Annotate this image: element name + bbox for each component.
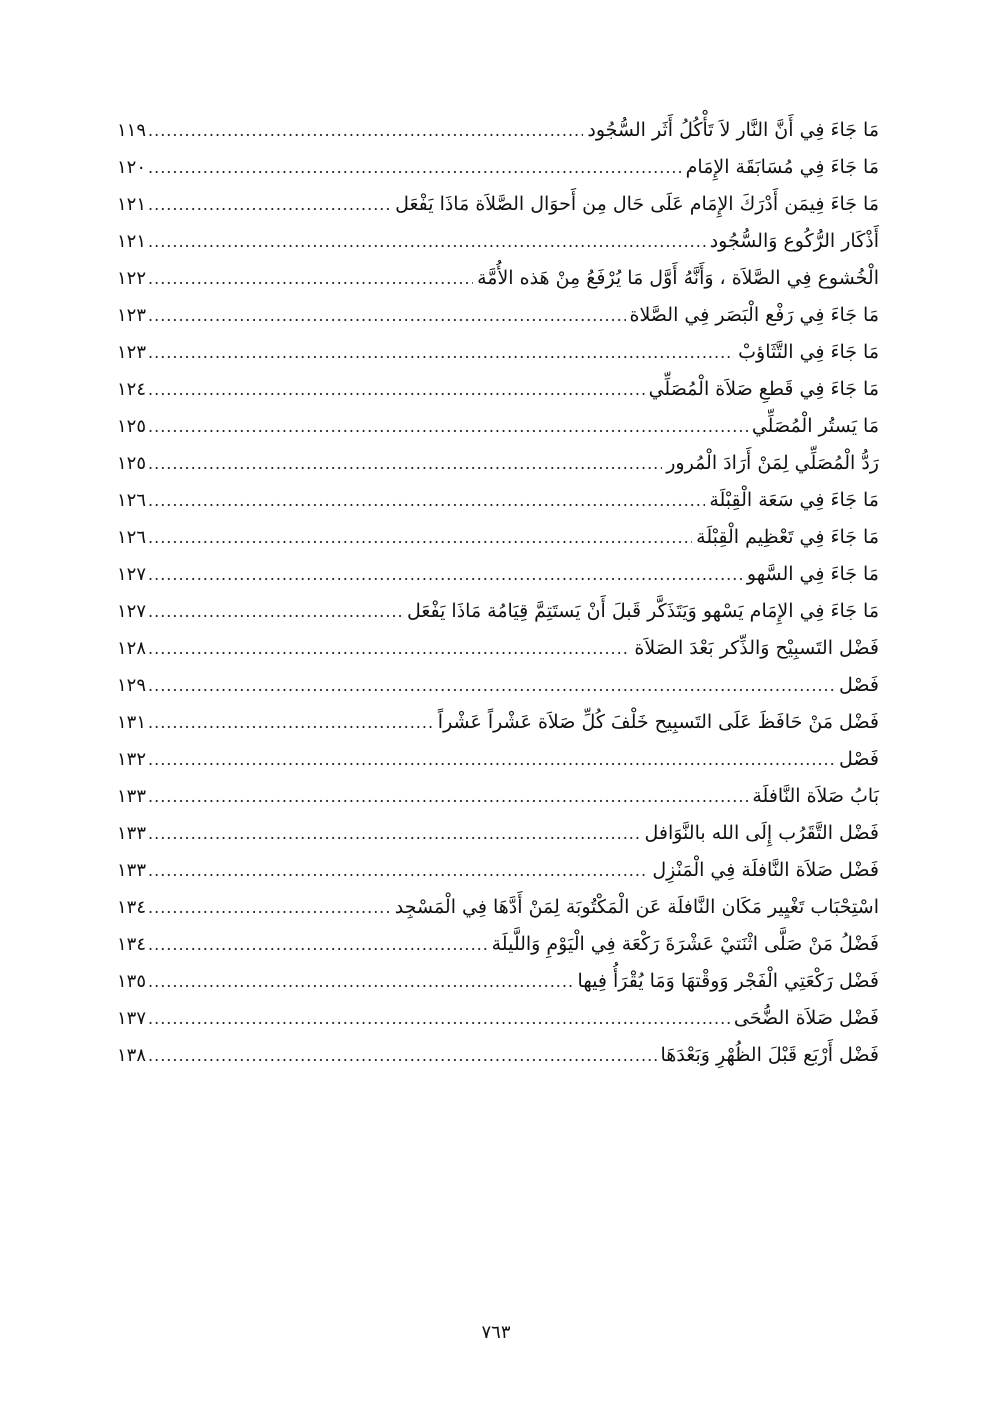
toc-entry[interactable] xyxy=(117,963,879,1000)
dot-leader xyxy=(148,556,743,593)
toc-entry-page: ١٢٨ xyxy=(117,638,147,659)
table-of-contents xyxy=(117,112,879,1074)
dot-leader xyxy=(148,445,662,482)
toc-entry[interactable] xyxy=(117,889,879,926)
toc-entry-page: ١٣٧ xyxy=(117,1008,147,1029)
toc-entry-title: مَا يَستُر الْمُصَلِّي xyxy=(751,415,879,437)
toc-entry-page: ١٢٥ xyxy=(117,453,147,474)
toc-entry-page: ١٢٦ xyxy=(117,527,147,548)
toc-entry[interactable] xyxy=(117,334,879,371)
toc-entry-title: الْخُشوع فِي الصَّلاَة ، وَأَنَّهُ أَوَّل مَا يُرْفَعُ مِنْ هَذه الأُمَّة xyxy=(477,267,879,289)
toc-entry-page: ١٢١ xyxy=(117,231,147,252)
toc-entry-title: أَذْكَار الرُّكُوع وَالسُّجُود xyxy=(709,230,879,252)
dot-leader xyxy=(148,482,705,519)
toc-entry-title: فَضْل رَكْعَتِي الْفَجْر وَوقْتهَا وَمَا يُقْرَأُ فِيها xyxy=(577,970,879,992)
dot-leader xyxy=(148,667,835,704)
toc-entry-page: ١٢١ xyxy=(117,194,147,215)
toc-entry-page: ١٣٤ xyxy=(117,934,147,955)
toc-entry-page: ١٢٧ xyxy=(117,601,147,622)
toc-entry-page: ١٣٣ xyxy=(117,786,147,807)
dot-leader xyxy=(148,371,645,408)
toc-entry-page: ١٢٤ xyxy=(117,379,147,400)
dot-leader xyxy=(148,593,403,630)
toc-entry-page: ١٣٥ xyxy=(117,971,147,992)
toc-entry-page: ١٢٥ xyxy=(117,416,147,437)
toc-entry-title: بَابُ صَلاَة النَّافلَة xyxy=(752,785,879,807)
toc-entry[interactable] xyxy=(117,297,879,334)
dot-leader xyxy=(148,704,434,741)
dot-leader xyxy=(148,778,748,815)
toc-entry[interactable] xyxy=(117,482,879,519)
toc-entry[interactable] xyxy=(117,741,879,778)
dot-leader xyxy=(148,926,488,963)
toc-entry[interactable] xyxy=(117,778,879,815)
toc-entry-title: فَصْل xyxy=(839,748,879,770)
toc-entry-title: مَا جَاءَ فِيمَن أَدْرَكَ الإِمَام عَلَى حَال مِن أَحوَال الصَّلاَة مَاذَا يَفْعَل xyxy=(395,193,879,215)
toc-entry[interactable] xyxy=(117,852,879,889)
dot-leader xyxy=(148,334,734,371)
toc-entry-title: فَضْل مَنْ حَافَظَ عَلَى التَسبِيح خَلْفَ كُلِّ صَلاَة عَشْراً عَشْراً xyxy=(437,711,879,733)
toc-entry[interactable] xyxy=(117,371,879,408)
toc-entry[interactable] xyxy=(117,630,879,667)
toc-entry-title: مَا جَاءَ فِي الإِمَام يَسْهو وَيَتَذَكَّر قَبلَ أَنْ يَستَتِمَّ قِيَامُة مَاذَا يَفْعَل xyxy=(406,600,879,622)
toc-entry-page: ١٢٢ xyxy=(117,268,147,289)
toc-entry-title: فَضْل أَرْبَع قَبْلَ الظُهْرِ وَبَعْدَهَا xyxy=(660,1044,879,1066)
toc-entry[interactable] xyxy=(117,223,879,260)
toc-entry-title: مَا جَاءَ فِي تَعْظِيم الْقِبْلَة xyxy=(696,526,879,548)
toc-entry-title: فَضْل صَلاَة النَّافلَة فِي الْمَنْزِل xyxy=(652,859,879,881)
toc-entry-title: مَا جَاءَ فِي التَّثَاؤبْ xyxy=(738,341,879,363)
toc-entry[interactable] xyxy=(117,926,879,963)
toc-entry[interactable] xyxy=(117,445,879,482)
page-number: ٧٦٣ xyxy=(481,1322,511,1343)
toc-entry-title: اسْتِحْبَاب تَغْيِير مَكَان النَّافلَة عَن الْمَكْتُوبَة لِمَنْ أَدَّهَا فِي الْمَسْجِد xyxy=(394,896,879,918)
toc-entry-title: مَا جَاءَ فِي قَطعِ صَلاَة الْمُصَلِّي xyxy=(648,378,879,400)
toc-entry-page: ١٣٢ xyxy=(117,749,147,770)
dot-leader xyxy=(148,741,835,778)
toc-entry[interactable] xyxy=(117,186,879,223)
toc-entry[interactable] xyxy=(117,260,879,297)
toc-entry[interactable] xyxy=(117,556,879,593)
toc-entry-page: ١٢٩ xyxy=(117,675,147,696)
dot-leader xyxy=(148,149,682,186)
toc-entry-page: ١٢٠ xyxy=(117,157,147,178)
toc-entry[interactable] xyxy=(117,1000,879,1037)
toc-entry-page: ١٣٤ xyxy=(117,897,147,918)
dot-leader xyxy=(148,112,583,149)
toc-entry[interactable] xyxy=(117,1037,879,1074)
dot-leader xyxy=(148,1037,657,1074)
dot-leader xyxy=(148,630,630,667)
toc-entry[interactable] xyxy=(117,519,879,556)
toc-entry[interactable] xyxy=(117,112,879,149)
dot-leader xyxy=(148,852,648,889)
toc-entry-title: رَدُّ الْمُصَلِّي لِمَنْ أَرَادَ الْمُرور xyxy=(666,452,879,474)
toc-entry-page: ١٣٨ xyxy=(117,1045,147,1066)
toc-entry-title: مَا جَاءَ فِي سَعَة الْقِبْلَة xyxy=(709,489,879,511)
toc-entry-page: ١٣٣ xyxy=(117,823,147,844)
toc-entry-title: مَا جَاءَ فِي رَفْع الْبَصَر فِي الصَّلاة xyxy=(629,304,879,326)
toc-entry[interactable] xyxy=(117,667,879,704)
dot-leader xyxy=(148,260,473,297)
toc-entry-page: ١٢٣ xyxy=(117,342,147,363)
toc-entry-title: فَصْل xyxy=(839,674,879,696)
toc-entry-title: مَا جَاءَ فِي السَّهو xyxy=(746,563,879,585)
toc-entry-page: ١١٩ xyxy=(117,120,147,141)
toc-entry-title: فَضْلُ مَنْ صَلَّى اثْنَتيْ عَشْرَةَ رَكْعَة فِي الْيَوْمِ وَاللَّيلَة xyxy=(491,933,879,955)
toc-entry-title: مَا جَاءَ فِي أَنَّ النَّار لاَ تَأْكُلُ أَثَر السُّجُود xyxy=(587,119,879,141)
toc-entry[interactable] xyxy=(117,704,879,741)
toc-entry-page: ١٢٣ xyxy=(117,305,147,326)
toc-entry-title: فَضْل صَلاَة الضُّحَى xyxy=(733,1007,879,1029)
dot-leader xyxy=(148,408,748,445)
toc-entry-title: فَضْل التَسبِيْح وَالذِّكر بَعْدَ الصَلاَة xyxy=(634,637,879,659)
toc-entry-title: مَا جَاءَ فِي مُسَابَقَة الإِمَام xyxy=(685,156,879,178)
toc-entry-page: ١٣١ xyxy=(117,712,147,733)
toc-entry-page: ١٣٣ xyxy=(117,860,147,881)
toc-entry[interactable] xyxy=(117,593,879,630)
dot-leader xyxy=(148,223,706,260)
dot-leader xyxy=(148,297,626,334)
dot-leader xyxy=(148,1000,730,1037)
toc-entry[interactable] xyxy=(117,408,879,445)
dot-leader xyxy=(148,889,391,926)
dot-leader xyxy=(148,815,640,852)
toc-entry-page: ١٢٧ xyxy=(117,564,147,585)
toc-entry-page: ١٢٦ xyxy=(117,490,147,511)
toc-entry-title: فَضْل التَّقَرُب إِلَى الله بالنَّوَافل xyxy=(644,822,879,844)
dot-leader xyxy=(148,186,391,223)
toc-entry[interactable] xyxy=(117,815,879,852)
dot-leader xyxy=(148,519,692,556)
toc-entry[interactable] xyxy=(117,149,879,186)
dot-leader xyxy=(148,963,574,1000)
